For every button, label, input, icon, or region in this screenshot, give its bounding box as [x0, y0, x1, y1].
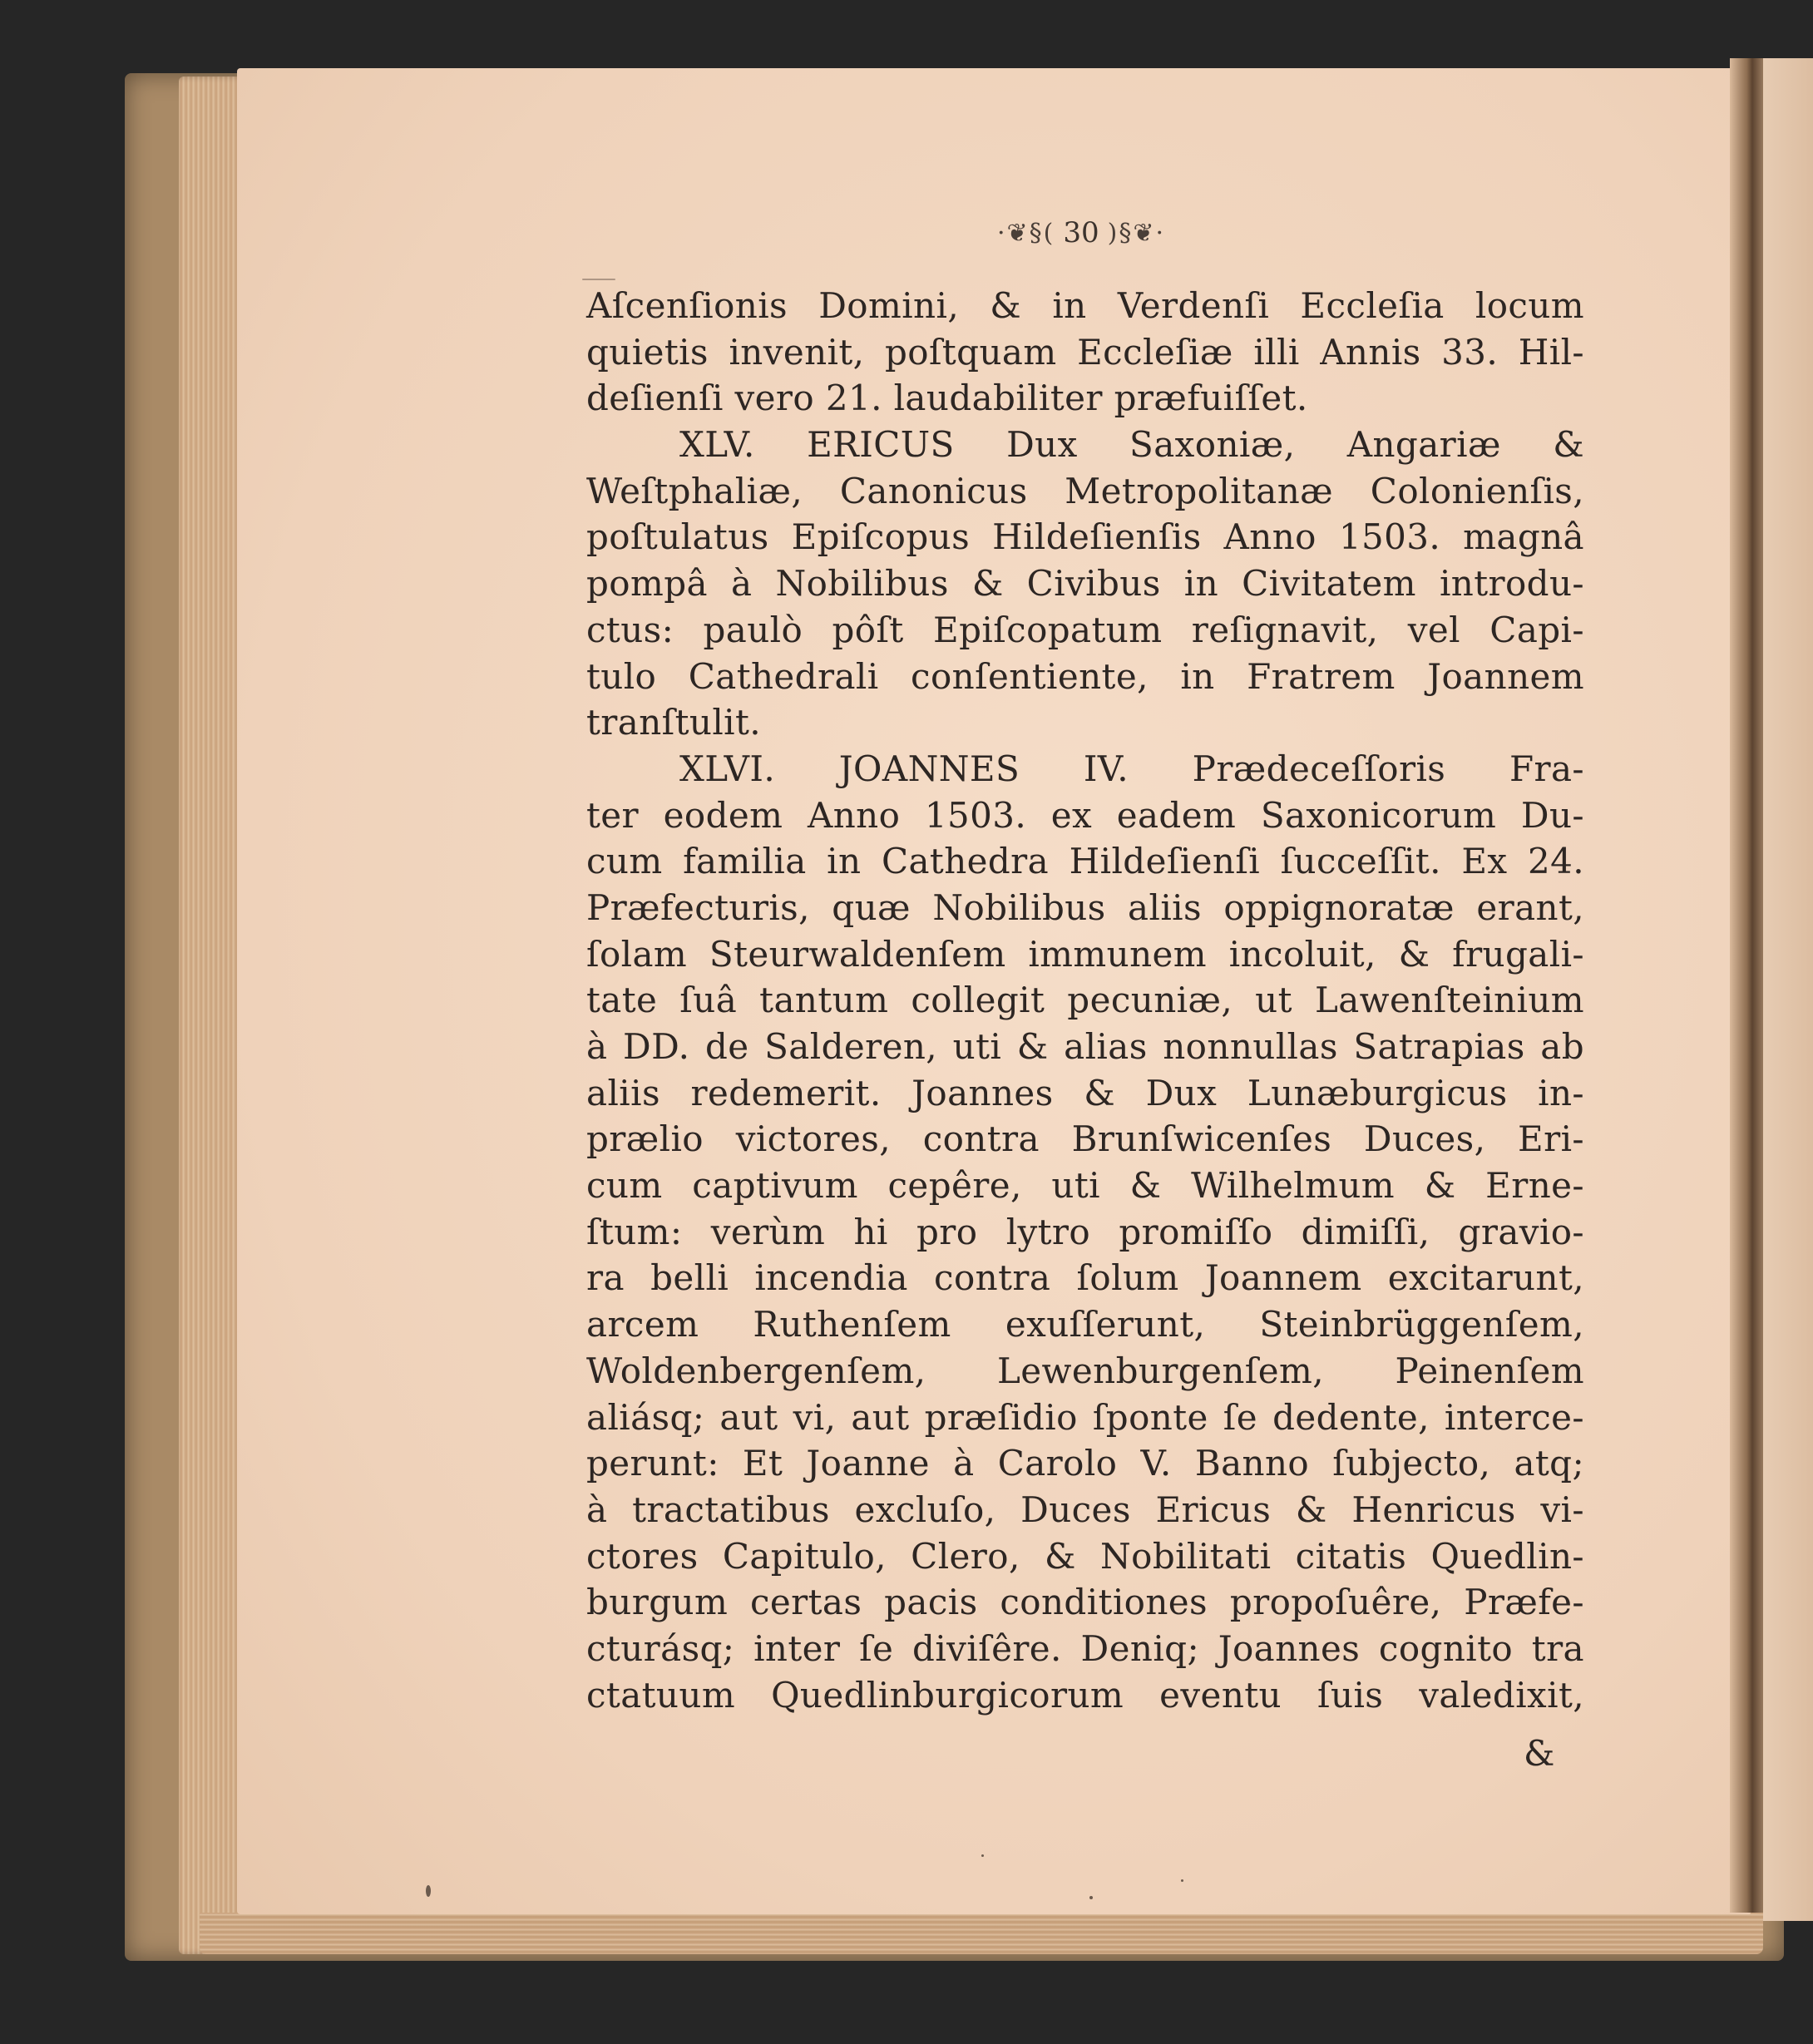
body-text: [586, 283, 1584, 1718]
text-line: à tractatibus excluſo, Duces Ericus & Henricus vi-: [586, 1489, 1584, 1530]
text-line: arcem Ruthenſem exuſſerunt, Steinbrüggenſem,: [586, 1304, 1584, 1345]
text-line: burgum certas pacis conditiones propoſuêre, Præfe-: [586, 1582, 1584, 1623]
ornament-left-icon: ·❦§(: [996, 218, 1055, 248]
text-line: ſtum: verùm hi pro lytro promiſſo dimiſſi, gravio-: [586, 1211, 1584, 1252]
text-line: perunt: Et Joanne à Carolo V. Banno ſubjecto, atq;: [586, 1443, 1584, 1484]
text-line: ter eodem Anno 1503. ex eadem Saxonicorum Du-: [586, 794, 1584, 836]
text-line: aliásq; aut vi, aut præſidio ſponte ſe dedente, interce-: [586, 1396, 1584, 1438]
text-line: Woldenbergenſem, Lewenburgenſem, Peinenſem: [586, 1350, 1584, 1391]
text-line: ctores Capitulo, Clero, & Nobilitati citatis Quedlin-: [586, 1535, 1584, 1577]
ornament-right-icon: )§❦·: [1107, 218, 1166, 248]
text-line: ctatuum Quedlinburgicorum eventu ſuis valedixit,: [586, 1674, 1584, 1716]
running-head: [915, 212, 1247, 254]
text-line: ra belli incendia contra ſolum Joannem excitarunt,: [586, 1257, 1584, 1299]
text-line: quietis invenit, poſtquam Eccleſiæ illi Annis 33. Hil-: [586, 331, 1584, 373]
text-line: tate ſuâ tantum collegit pecuniæ, ut Lawenſteinium: [586, 980, 1584, 1021]
catchword: &: [1524, 1733, 1555, 1774]
facing-page-edge: [1763, 58, 1813, 1921]
page-number: 30: [1063, 216, 1099, 249]
text-line: deſienſi vero 21. laudabiliter præfuiſſet.: [586, 378, 1308, 419]
page-edges-bottom: [200, 1913, 1763, 1954]
text-line: ctus: paulò pôſt Epiſcopatum reſignavit, vel Capi-: [586, 609, 1584, 650]
page-edges-left: [179, 77, 245, 1954]
text-line: tranſtulit.: [586, 702, 762, 743]
text-line: Præfecturis, quæ Nobilibus aliis oppignoratæ erant,: [586, 886, 1584, 928]
text-line: cturásq; inter ſe diviſêre. Deniq; Joannes cognito tra: [586, 1627, 1584, 1669]
text-line: cum familia in Cathedra Hildeſienſi ſucceſſit. Ex 24.: [586, 841, 1584, 882]
text-line: aliis redemerit. Joannes & Dux Lunæburgicus in-: [586, 1072, 1584, 1113]
text-line: poſtulatus Epiſcopus Hildeſienſis Anno 1503. magnâ: [586, 516, 1584, 558]
text-line: XLVI. JOANNES IV. Prædeceſſoris Fra-: [679, 748, 1584, 789]
text-line: cum captivum cepêre, uti & Wilhelmum & Erne-: [586, 1165, 1584, 1207]
book-gutter: [1730, 58, 1767, 1913]
text-line: Weſtphaliæ, Canonicus Metropolitanæ Colonienſis,: [586, 470, 1584, 511]
text-line: XLV. ERICUS Dux Saxoniæ, Angariæ &: [679, 424, 1584, 466]
text-line: pompâ à Nobilibus & Civibus in Civitatem introdu-: [586, 563, 1584, 605]
text-line: ſolam Steurwaldenſem immunem incoluit, & frugali-: [586, 933, 1584, 975]
text-line: Aſcenſionis Domini, & in Verdenſi Eccleſia locum: [586, 285, 1584, 326]
text-line: à DD. de Salderen, uti & alias nonnullas Satrapias ab: [586, 1026, 1584, 1067]
text-line: tulo Cathedrali conſentiente, in Fratrem Joannem: [586, 655, 1584, 697]
text-line: prælio victores, contra Brunſwicenſes Duces, Eri-: [586, 1118, 1584, 1160]
